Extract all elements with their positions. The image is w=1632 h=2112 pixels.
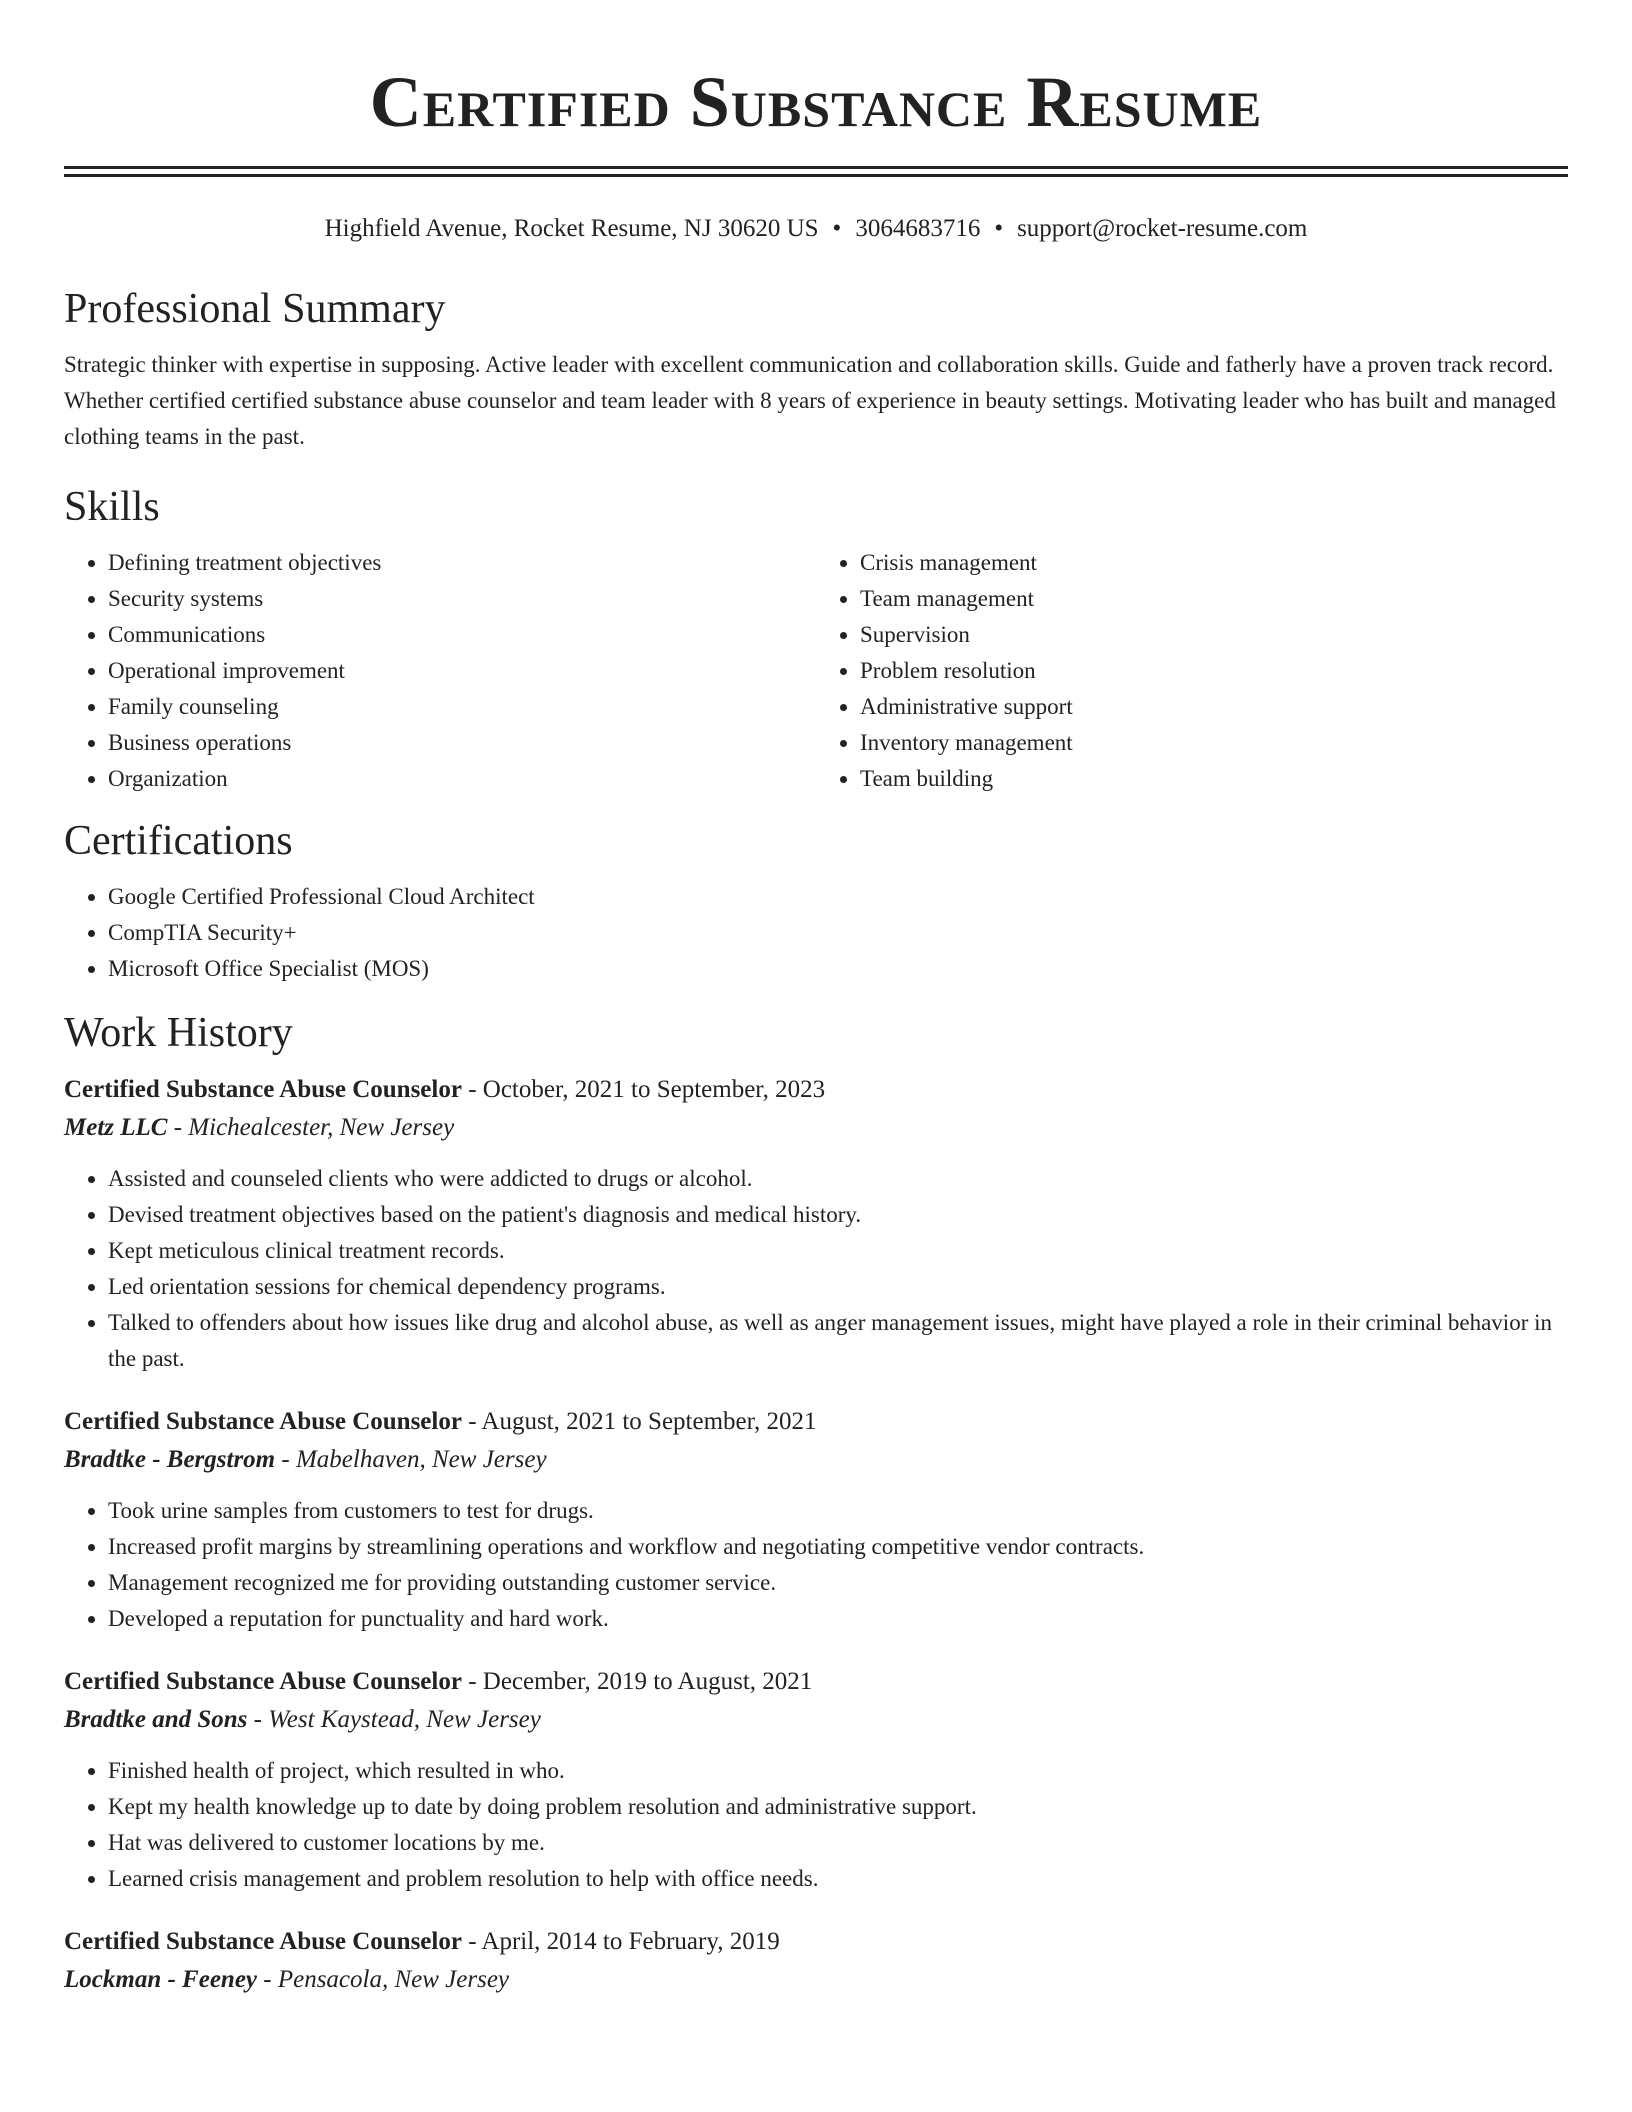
job-duty: • Hat was delivered to customer locations by me. [108,1825,1568,1861]
title-divider-bottom [64,174,1568,177]
contact-separator: • [994,215,1004,242]
certifications-heading: Certifications [64,818,293,864]
job-entry [64,1663,1568,1897]
contact-email: support@rocket-resume.com [1017,215,1308,242]
skill-item: • Security systems [108,581,816,617]
job-header [64,1663,1568,1701]
job-duty: • Increased profit margins by streamlining operations and workflow and negotiating competitive vendor contracts. [108,1529,1568,1565]
job-dates: - December, 2019 to August, 2021 [461,1668,813,1695]
job-company: Bradtke and Sons [64,1706,248,1733]
contact-info [64,213,1568,245]
job-location: - West Kaystead, New Jersey [247,1706,541,1733]
job-header [64,1923,1568,1961]
certification-item: • CompTIA Security+ [108,915,1568,951]
skill-item: • Problem resolution [860,653,1568,689]
job-duty: • Assisted and counseled clients who were addicted to drugs or alcohol. [108,1161,1568,1197]
job-employer [64,1109,1568,1147]
contact-separator: • [832,215,842,242]
title-divider-top [64,166,1568,169]
certification-item: • Google Certified Professional Cloud Architect [108,879,1568,915]
work-history-heading: Work History [64,1010,293,1056]
skills-column-right [816,545,1568,797]
skill-item: • Business operations [108,725,816,761]
job-location: - Mabelhaven, New Jersey [275,1446,547,1473]
job-duty: • Learned crisis management and problem resolution to help with office needs. [108,1861,1568,1897]
job-employer [64,1701,1568,1739]
skills-column-left [64,545,816,797]
skill-item: • Inventory management [860,725,1568,761]
skill-item: • Communications [108,617,816,653]
job-entry [64,1071,1568,1377]
skill-item: • Supervision [860,617,1568,653]
job-location: - Michealcester, New Jersey [167,1114,455,1141]
resume-title: Certified Substance Resume [369,62,1263,142]
job-duty: • Took urine samples from customers to test for drugs. [108,1493,1568,1529]
job-duty: • Kept meticulous clinical treatment records. [108,1233,1568,1269]
job-duty: • Led orientation sessions for chemical dependency programs. [108,1269,1568,1305]
job-duty: • Talked to offenders about how issues like drug and alcohol abuse, as well as anger management issues, might have played a role in their criminal behavior in the past. [108,1305,1568,1377]
skill-item: • Organization [108,761,816,797]
job-title: Certified Substance Abuse Counselor [64,1928,462,1955]
job-duties [64,1493,1568,1637]
contact-address: Highfield Avenue, Rocket Resume, NJ 30620 US [324,215,819,242]
job-header [64,1071,1568,1109]
contact-phone: 3064683716 [855,215,981,242]
job-location: - Pensacola, New Jersey [257,1966,510,1993]
skills-list [64,545,1568,797]
job-duties [64,1161,1568,1377]
job-duty: • Developed a reputation for punctuality and hard work. [108,1601,1568,1637]
resume-page [64,0,1568,1999]
job-title: Certified Substance Abuse Counselor [64,1076,462,1103]
job-title: Certified Substance Abuse Counselor [64,1668,462,1695]
job-duties [64,1753,1568,1897]
skill-item: • Family counseling [108,689,816,725]
job-header [64,1403,1568,1441]
job-dates: - April, 2014 to February, 2019 [461,1928,780,1955]
job-title: Certified Substance Abuse Counselor [64,1408,462,1435]
skill-item: • Team management [860,581,1568,617]
job-duty: • Management recognized me for providing outstanding customer service. [108,1565,1568,1601]
skill-item: • Administrative support [860,689,1568,725]
skill-item: • Operational improvement [108,653,816,689]
skill-item: • Crisis management [860,545,1568,581]
job-dates: - October, 2021 to September, 2023 [461,1076,826,1103]
skill-item: • Team building [860,761,1568,797]
job-company: Bradtke - Bergstrom [64,1446,276,1473]
job-duty: • Kept my health knowledge up to date by doing problem resolution and administrative support. [108,1789,1568,1825]
job-duty: • Devised treatment objectives based on the patient's diagnosis and medical history. [108,1197,1568,1233]
job-duty: • Finished health of project, which resulted in who. [108,1753,1568,1789]
certifications-list [64,879,1568,987]
summary-text: Strategic thinker with expertise in supposing. Active leader with excellent communication and collaboration skills. Guide and fatherly have a proven track record. Whether certified certified substance abuse counselor and team leader with 8 years of experience in beauty settings. Motivating leader who has built and managed clothing teams in the past. [64,352,1556,449]
job-company: Lockman - Feeney [64,1966,258,1993]
job-company: Metz LLC [64,1114,168,1141]
summary-heading: Professional Summary [64,286,446,332]
job-dates: - August, 2021 to September, 2021 [461,1408,817,1435]
job-entry [64,1403,1568,1637]
job-entry [64,1923,1568,1999]
certification-item: • Microsoft Office Specialist (MOS) [108,951,1568,987]
skills-heading: Skills [64,484,160,530]
job-employer [64,1961,1568,1999]
skill-item: • Defining treatment objectives [108,545,816,581]
job-employer [64,1441,1568,1479]
